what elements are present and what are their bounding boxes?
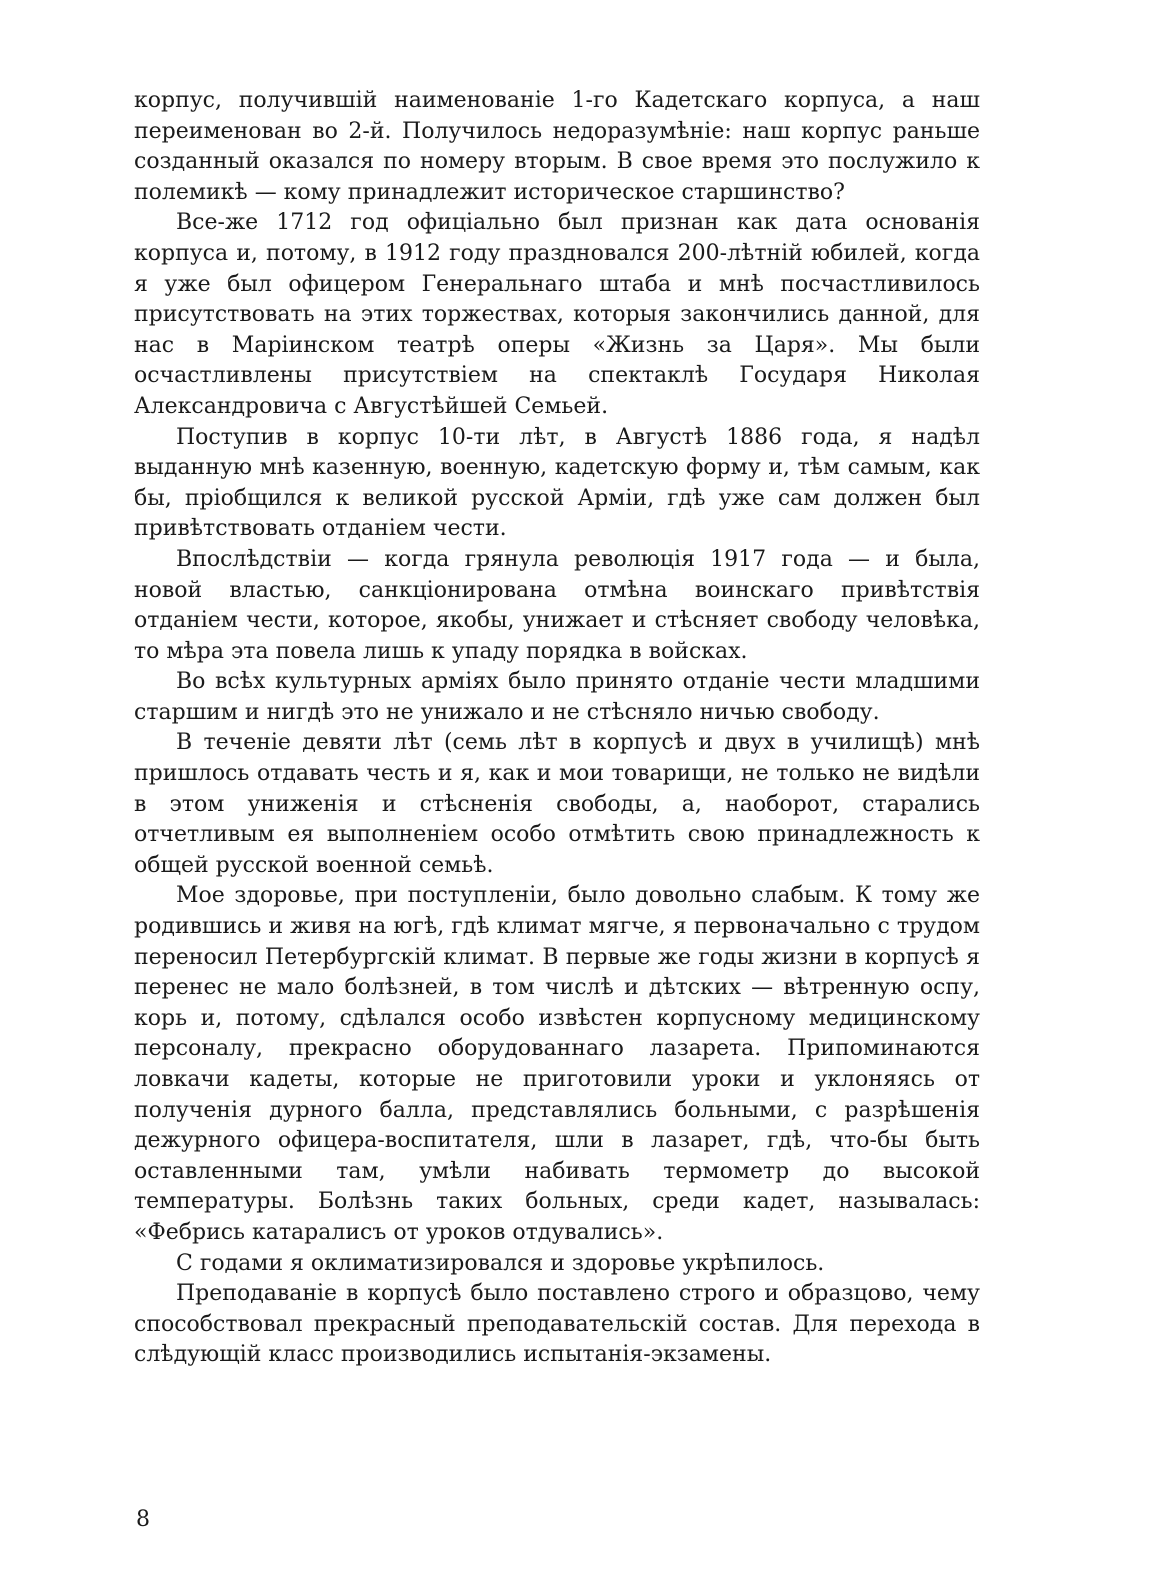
page-number: 8 xyxy=(136,1507,150,1532)
page-body xyxy=(134,86,980,1371)
paragraph-5: Во всѣх культурных арміях было принято отданіе чести младшими старшим и нигдѣ это не унижало и не стѣсняло ничью свободу. xyxy=(134,669,980,725)
paragraph-8: С годами я оклиматизировался и здоровье укрѣпилось. xyxy=(176,1250,825,1276)
paragraph-9: Преподаваніе в корпусѣ было поставлено строго и образцово, чему способствовал прекрасный преподавательскій состав. Для перехода в слѣдующій класс производились испытанія-экзамены. xyxy=(134,1281,980,1368)
paragraph-4: Впослѣдствіи — когда грянула революція 1917 года — и была, новой властью, санкціонирована отмѣна воинскаго привѣтствія отданіем чести, которое, якобы, унижает и стѣсняет свободу человѣка, то мѣра эта повела лишь к упаду порядка в войсках. xyxy=(134,546,980,664)
paragraph-3: Поступив в корпус 10-ти лѣт, в Августѣ 1886 года, я надѣл выданную мнѣ казенную, военную, кадетскую форму и, тѣм самым, как бы, пріобщился к великой русской Арміи, гдѣ уже сам должен был привѣтствовать отданіем чести. xyxy=(134,424,980,542)
paragraph-1: корпус, получившій наименованіе 1-го Кадетскаго корпуса, а наш переименован во 2-й. Получилось недоразумѣніе: наш корпус раньше созданный оказался по номеру вторым. В свое время это послужило к полемикѣ — кому принадлежит историческое старшинство? xyxy=(134,88,980,205)
paragraph-2: Все-же 1712 год офиціально был признан как дата основанія корпуса и, потому, в 1912 году праздновался 200-лѣтній юбилей, когда я уже был офицером Генеральнаго штаба и мнѣ посчастливилось присутствовать на этих торжествах, которыя закончились данной, для нас в Маріинском театрѣ оперы «Жизнь за Царя». Мы были осчастливлены присутствіем на спектаклѣ Государя Николая Александровича с Августѣйшей Семьей. xyxy=(134,210,980,419)
paragraph-7: Мое здоровье, при поступленіи, было довольно слабым. К тому же родившись и живя на югѣ, гдѣ климат мягче, я первоначально с трудом переносил Петербургскій климат. В первые же годы жизни в корпусѣ я перенес не мало болѣзней, в том числѣ и дѣтских — вѣтренную оспу, корь и, потому, сдѣлался особо извѣстен корпусному медицинскому персоналу, прекрасно оборудованнаго лазарета. Припоминаются ловкачи кадеты, которые не приготовили уроки и уклоняясь от полученія дурного балла, представлялись больными, с разрѣшенія дежурного офицера-воспитателя, шли в лазарет, гдѣ, что-бы быть оставленными там, умѣли набивать термометр до высокой температуры. Болѣзнь таких больных, среди кадет, называлась: «Фебрись катаралисъ от уроков отдувались». xyxy=(134,883,980,1245)
paragraph-6: В теченіе девяти лѣт (семь лѣт в корпусѣ и двух в училищѣ) мнѣ пришлось отдавать честь и я, как и мои товарищи, не только не видѣли в этом униженія и стѣсненія свободы, а, наоборот, старались отчетливым ея выполненіем особо отмѣтить свою принадлежность к общей русской военной семьѣ. xyxy=(134,730,980,878)
